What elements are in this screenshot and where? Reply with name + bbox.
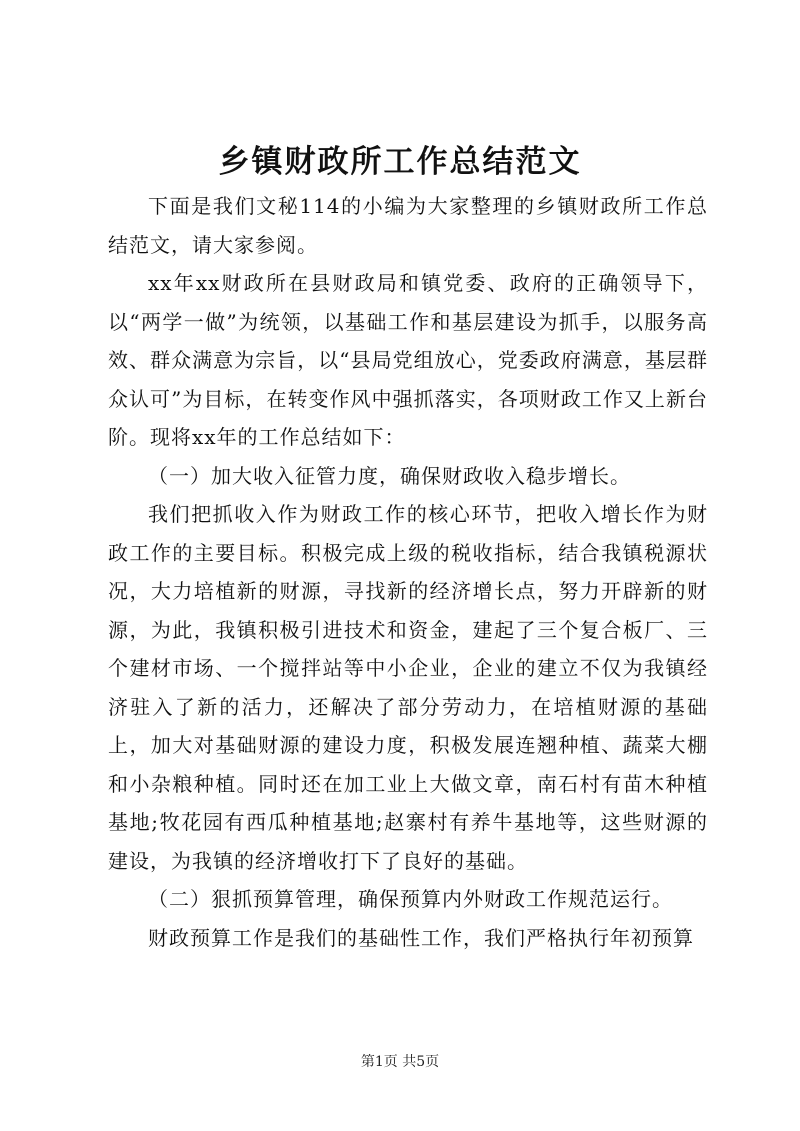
document-title: 乡镇财政所工作总结范文 xyxy=(218,144,582,180)
paragraph-section-2: 财政预算工作是我们的基础性工作，我们严格执行年初预算 xyxy=(148,925,694,950)
page-number-footer: 第1页 共5页 xyxy=(360,1054,440,1070)
section-heading-2: （二）狠抓预算管理，确保预算内外财政工作规范运行。 xyxy=(148,887,673,911)
paragraph-intro: 下面是我们文秘114的小编为大家整理的乡镇财政所工作总结范文，请大家参阅。 xyxy=(108,194,708,257)
paragraph-section-1: 我们把抓收入作为财政工作的核心环节，把收入增长作为财政工作的主要目标。积极完成上级的税收指标，结合我镇税源状况，大力培植新的财源，寻找新的经济增长点，努力开辟新的财源，为此，我镇积极引进技术和资金，建起了三个复合板厂、三个建材市场、一个搅拌站等中小企业，企业的建立不仅为我镇经济驻入了新的活力，还解决了部分劳动力，在培植财源的基础上，加大对基础财源的建设力度，积极发展连翘种植、蔬菜大棚和小杂粮种植。同时还在加工业上大做文章，南石村有苗木种植基地;牧花园有西瓜种植基地;赵寨村有养牛基地等，这些财源的建设，为我镇的经济增收打下了良好的基础。 xyxy=(108,502,708,873)
section-heading-1: （一）加大收入征管力度，确保财政收入稳步增长。 xyxy=(148,463,631,488)
document-body xyxy=(108,187,708,957)
paragraph-overview: xx年xx财政所在县财政局和镇党委、政府的正确领导下，以“两学一做”为统领，以基础工作和基层建设为抓手，以服务高效、群众满意为宗旨，以“县局党组放心，党委政府满意，基层群众认可”为目标，在转变作风中强抓落实，各项财政工作又上新台阶。现将xx年的工作总结如下： xyxy=(108,271,708,449)
